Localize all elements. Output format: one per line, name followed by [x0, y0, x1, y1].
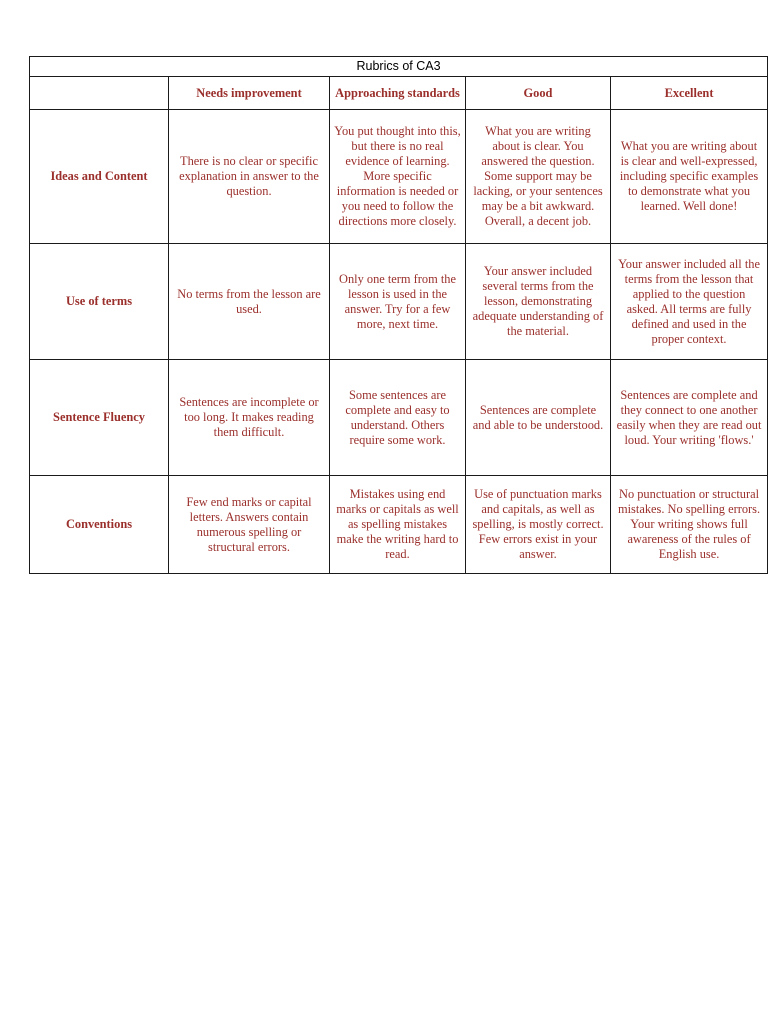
table-cell: Your answer included all the terms from the lesson that applied to the question asked. All terms are fully defined and used in the proper context. [611, 244, 768, 360]
table-row [30, 360, 768, 476]
table-cell: Use of punctuation marks and capitals, as well as spelling, is mostly correct. Few errors exist in your answer. [466, 476, 611, 574]
table-row [30, 110, 768, 244]
table-cell: Sentences are complete and they connect to one another easily when they are read out loud. Your writing 'flows.' [611, 360, 768, 476]
table-cell: Sentences are incomplete or too long. It makes reading them difficult. [169, 360, 330, 476]
table-title-row [30, 57, 768, 77]
table-cell: Some sentences are complete and easy to understand. Others require some work. [330, 360, 466, 476]
table-row [30, 244, 768, 360]
table-row [30, 476, 768, 574]
table-cell: Sentences are complete and able to be understood. [466, 360, 611, 476]
header-cell-blank [30, 77, 169, 110]
table-title: Rubrics of CA3 [30, 57, 768, 77]
table-cell: No punctuation or structural mistakes. No spelling errors. Your writing shows full awareness of the rules of English use. [611, 476, 768, 574]
criterion-conventions: Conventions [30, 476, 169, 574]
criterion-use-of-terms: Use of terms [30, 244, 169, 360]
criterion-ideas-and-content: Ideas and Content [30, 110, 169, 244]
table-cell: What you are writing about is clear. You answered the question. Some support may be lacking, or your sentences may be a bit awkward. Overall, a decent job. [466, 110, 611, 244]
criterion-sentence-fluency: Sentence Fluency [30, 360, 169, 476]
table-cell: You put thought into this, but there is no real evidence of learning. More specific information is needed or you need to follow the directions more closely. [330, 110, 466, 244]
table-cell: There is no clear or specific explanation in answer to the question. [169, 110, 330, 244]
table-cell: Only one term from the lesson is used in the answer. Try for a few more, next time. [330, 244, 466, 360]
header-cell-approaching-standards: Approaching standards [330, 77, 466, 110]
table-cell: Few end marks or capital letters. Answers contain numerous spelling or structural errors. [169, 476, 330, 574]
table-cell: Mistakes using end marks or capitals as well as spelling mistakes make the writing hard to read. [330, 476, 466, 574]
table-cell: What you are writing about is clear and well-expressed, including specific examples to demonstrate what you learned. Well done! [611, 110, 768, 244]
table-header-row [30, 77, 768, 110]
header-cell-needs-improvement: Needs improvement [169, 77, 330, 110]
table-cell: No terms from the lesson are used. [169, 244, 330, 360]
table-cell: Your answer included several terms from the lesson, demonstrating adequate understanding of the material. [466, 244, 611, 360]
rubric-table [29, 56, 768, 574]
header-cell-excellent: Excellent [611, 77, 768, 110]
header-cell-good: Good [466, 77, 611, 110]
